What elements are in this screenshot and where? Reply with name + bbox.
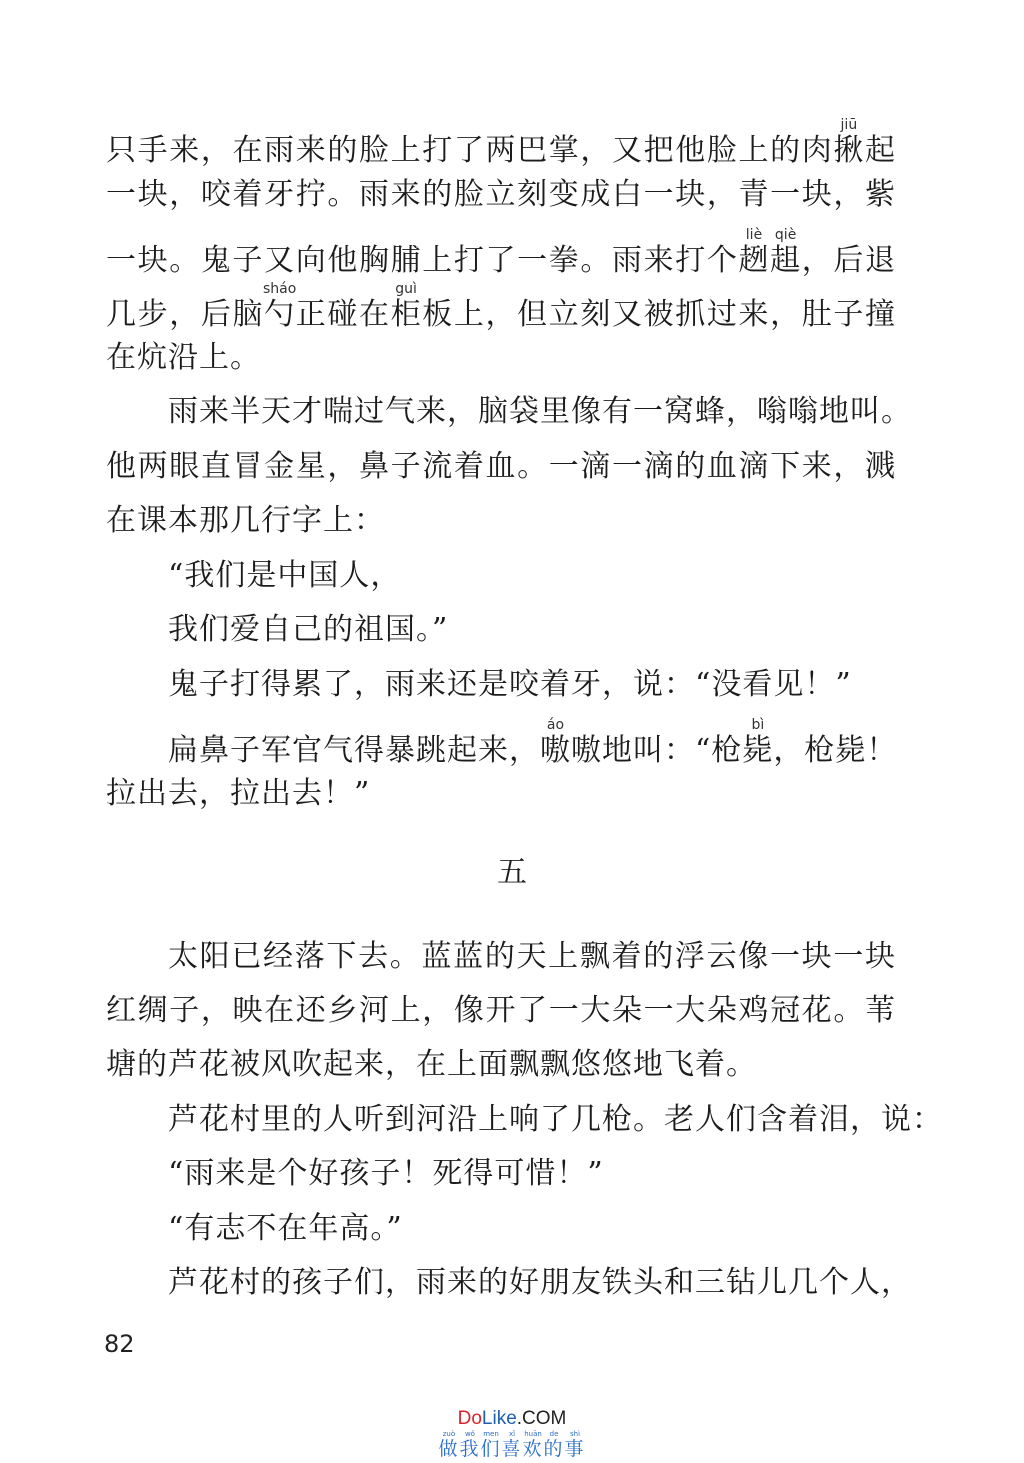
text-segment: 正碰在 [295, 297, 391, 332]
text-line: 塘的芦花被风吹起来，在上面飘飘悠悠地飞着。 [106, 1047, 757, 1082]
text-line: 鬼子打得累了，雨来还是咬着牙，说：“没看见！” [168, 667, 852, 702]
quote-line: “我们是中国人， [168, 558, 402, 593]
pinyin-annotated-char: 勺sháo [262, 281, 297, 332]
pinyin-annotated-char: 趄qiè [770, 227, 802, 278]
section-title: 五 [497, 855, 527, 890]
text-line [168, 717, 898, 772]
watermark-slogan: 做zuò我wǒ们men喜xǐ欢huān的de事shì [438, 1430, 586, 1460]
page-number: 82 [104, 1330, 135, 1358]
text-line [106, 118, 896, 172]
pinyin-annotated-char: 揪jiū [833, 117, 865, 168]
pinyin-annotated-char: 毙bì [742, 717, 774, 768]
quote-line: “有志不在年高。” [168, 1211, 403, 1246]
pinyin-annotated-char: 嗷áo [540, 717, 571, 768]
text-line: 在炕沿上。 [106, 340, 261, 375]
quote-line: “雨来是个好孩子！死得可惜！” [168, 1156, 604, 1191]
text-segment: 只手来，在雨来的脸上打了两巴掌，又把他脸上的肉 [106, 133, 834, 168]
pinyin-annotated-char: 柜guì [390, 281, 423, 332]
text-line [106, 282, 896, 336]
text-line: 他两眼直冒金星，鼻子流着血。一滴一滴的血滴下来，溅 [106, 449, 896, 484]
text-segment: 板上，但立刻又被抓过来，肚子撞 [422, 297, 896, 332]
text-line: 一块，咬着牙拧。雨来的脸立刻变成白一块，青一块，紫 [106, 177, 896, 212]
text-segment: ，枪毙！ [773, 733, 898, 768]
text-line: 太阳已经落下去。蓝蓝的天上飘着的浮云像一块一块 [168, 939, 896, 974]
text-segment: 几步，后脑 [106, 297, 265, 332]
text-segment: ，后退 [801, 243, 896, 278]
text-line: 拉出去，拉出去！” [106, 776, 371, 811]
text-line: 在课本那几行字上： [106, 503, 385, 538]
watermark-brand: DoLike.COM [457, 1408, 567, 1429]
text-line: 红绸子，映在还乡河上，像开了一大朵一大朵鸡冠花。苇 [106, 993, 896, 1028]
text-line: 芦花村的孩子们，雨来的好朋友铁头和三钻儿几个人， [168, 1265, 912, 1300]
text-line: 雨来半天才喘过气来，脑袋里像有一窝蜂，嗡嗡地叫。 [168, 394, 912, 429]
quote-line: 我们爱自己的祖国。” [168, 612, 449, 647]
text-segment: 一块。鬼子又向他胸脯上打了一拳。雨来打个 [106, 243, 739, 278]
text-line: 芦花村里的人听到河沿上响了几枪。老人们含着泪，说： [168, 1102, 943, 1137]
text-line [106, 228, 896, 282]
text-segment: 扁鼻子军官气得暴跳起来， [168, 733, 540, 768]
watermark [0, 1408, 1024, 1463]
pinyin-annotated-char: 趔liè [738, 227, 771, 278]
text-segment: 起 [865, 133, 896, 168]
text-segment: 嗷地叫：“枪 [571, 733, 743, 768]
